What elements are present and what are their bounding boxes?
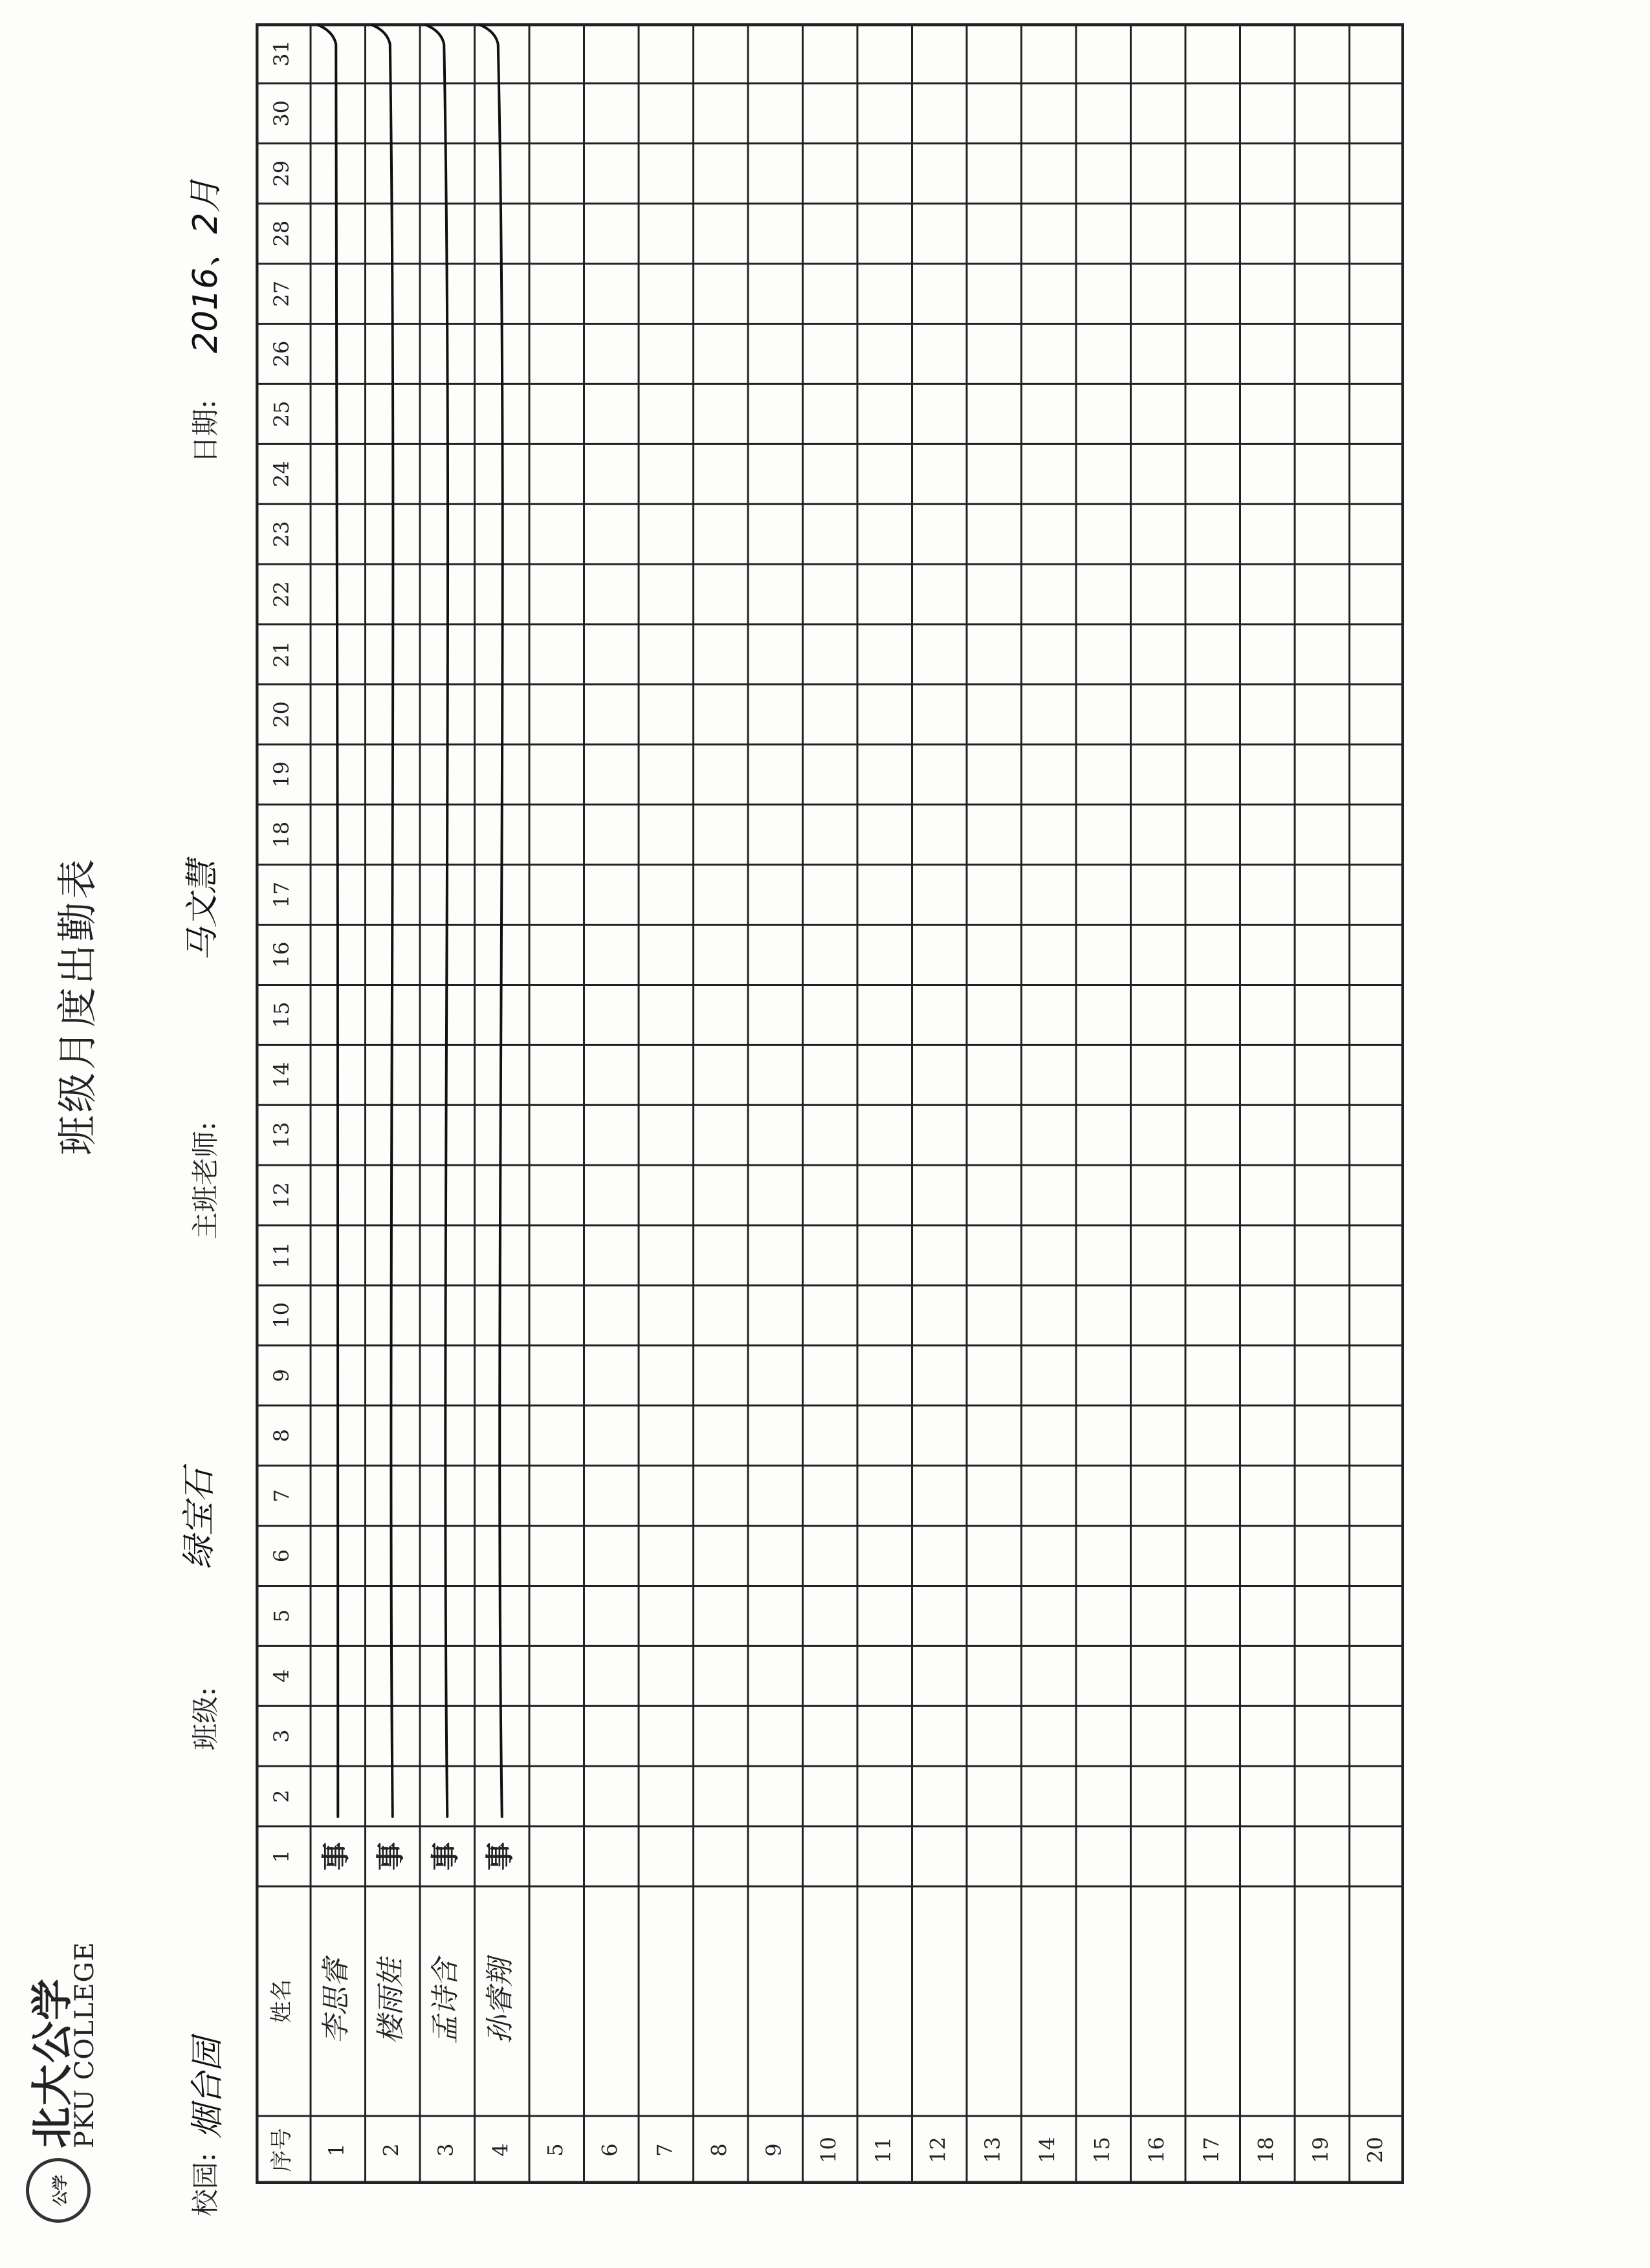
class-value: 绿宝石 xyxy=(180,1468,219,1569)
row-number: 8 xyxy=(707,2143,732,2157)
teacher-label: 主班老师: xyxy=(190,1121,221,1239)
absence-continuation-line xyxy=(318,25,338,1817)
day-header: 17 xyxy=(269,881,294,908)
day-header: 11 xyxy=(269,1242,294,1269)
row-number: 2 xyxy=(379,2143,404,2157)
day1-mark: 事 xyxy=(374,1842,408,1871)
day-header: 24 xyxy=(269,461,294,488)
day-header: 4 xyxy=(269,1669,294,1683)
student-name: 李思睿 xyxy=(319,1958,353,2044)
row-number: 20 xyxy=(1363,2137,1388,2163)
school-logo-name: 北大公学 xyxy=(28,1978,77,2148)
day-header: 5 xyxy=(269,1609,294,1623)
row-number: 12 xyxy=(925,2137,951,2163)
day-header: 22 xyxy=(269,581,294,607)
row-number: 15 xyxy=(1089,2137,1114,2163)
row-number: 6 xyxy=(597,2143,622,2157)
school-logo-english: PKU COLLEGE xyxy=(70,1941,100,2148)
campus-value: 烟台园 xyxy=(188,2037,227,2139)
campus-label: 校园: xyxy=(190,2152,221,2216)
date-label: 日期: xyxy=(190,399,221,463)
row-number: 4 xyxy=(488,2143,513,2157)
day-header: 7 xyxy=(269,1488,294,1503)
day-header: 25 xyxy=(269,400,294,428)
day-header: 31 xyxy=(269,40,294,67)
page-title: 班级月度出勤表 xyxy=(54,856,101,1155)
day-header: 27 xyxy=(269,280,294,307)
absence-continuation-line xyxy=(426,25,448,1817)
day-header: 16 xyxy=(269,941,294,968)
day-header: 19 xyxy=(269,761,294,788)
day-header: 20 xyxy=(269,701,294,728)
row-number: 10 xyxy=(816,2137,841,2163)
day-header: 6 xyxy=(269,1549,294,1563)
day-header: 26 xyxy=(269,340,294,367)
day-header: 12 xyxy=(269,1182,294,1208)
row-number: 3 xyxy=(433,2143,458,2157)
attendance-table xyxy=(256,23,1404,2184)
day-header: 14 xyxy=(269,1062,294,1089)
row-number: 16 xyxy=(1144,2137,1169,2163)
row-number: 9 xyxy=(761,2143,786,2157)
student-name: 楼雨娃 xyxy=(374,1958,408,2044)
row-number: 17 xyxy=(1198,2137,1224,2163)
row-number: 7 xyxy=(652,2143,677,2157)
day-header: 23 xyxy=(269,521,294,548)
day-header: 29 xyxy=(269,160,294,187)
absence-continuation-line xyxy=(480,25,503,1817)
day-header: 28 xyxy=(269,220,294,247)
day-header: 13 xyxy=(269,1122,294,1149)
row-number: 19 xyxy=(1308,2137,1333,2163)
day1-mark: 事 xyxy=(483,1842,517,1871)
day-header: 21 xyxy=(269,641,294,668)
day-header: 8 xyxy=(269,1429,294,1443)
teacher-value: 马文慧 xyxy=(183,860,222,961)
day-header: 15 xyxy=(269,1001,294,1029)
day1-mark: 事 xyxy=(428,1842,462,1871)
school-seal-icon xyxy=(26,2158,91,2223)
day-header: 30 xyxy=(269,100,294,127)
row-number: 5 xyxy=(542,2143,567,2157)
row-number: 14 xyxy=(1035,2137,1060,2163)
row-number: 18 xyxy=(1253,2137,1279,2163)
day-header: 3 xyxy=(269,1729,294,1743)
day-header: 18 xyxy=(269,821,294,848)
absence-continuation-line xyxy=(372,25,393,1817)
day-header: 10 xyxy=(269,1302,294,1329)
day1-mark: 事 xyxy=(319,1842,353,1871)
day-header: 1 xyxy=(269,1849,294,1863)
date-value: 2016、2月 xyxy=(186,179,225,353)
day-header: 9 xyxy=(269,1369,294,1382)
row-number: 13 xyxy=(980,2137,1005,2163)
day-header: 2 xyxy=(269,1789,294,1803)
student-name: 孙睿翔 xyxy=(483,1958,517,2044)
header-name: 姓名 xyxy=(269,1979,295,2023)
row-number: 1 xyxy=(324,2143,349,2157)
header-no: 序号 xyxy=(269,2128,295,2172)
student-name: 孟诗含 xyxy=(428,1958,462,2044)
row-number: 11 xyxy=(870,2137,896,2163)
seal-text: 公学 xyxy=(50,2175,69,2206)
class-label: 班级: xyxy=(190,1686,221,1750)
